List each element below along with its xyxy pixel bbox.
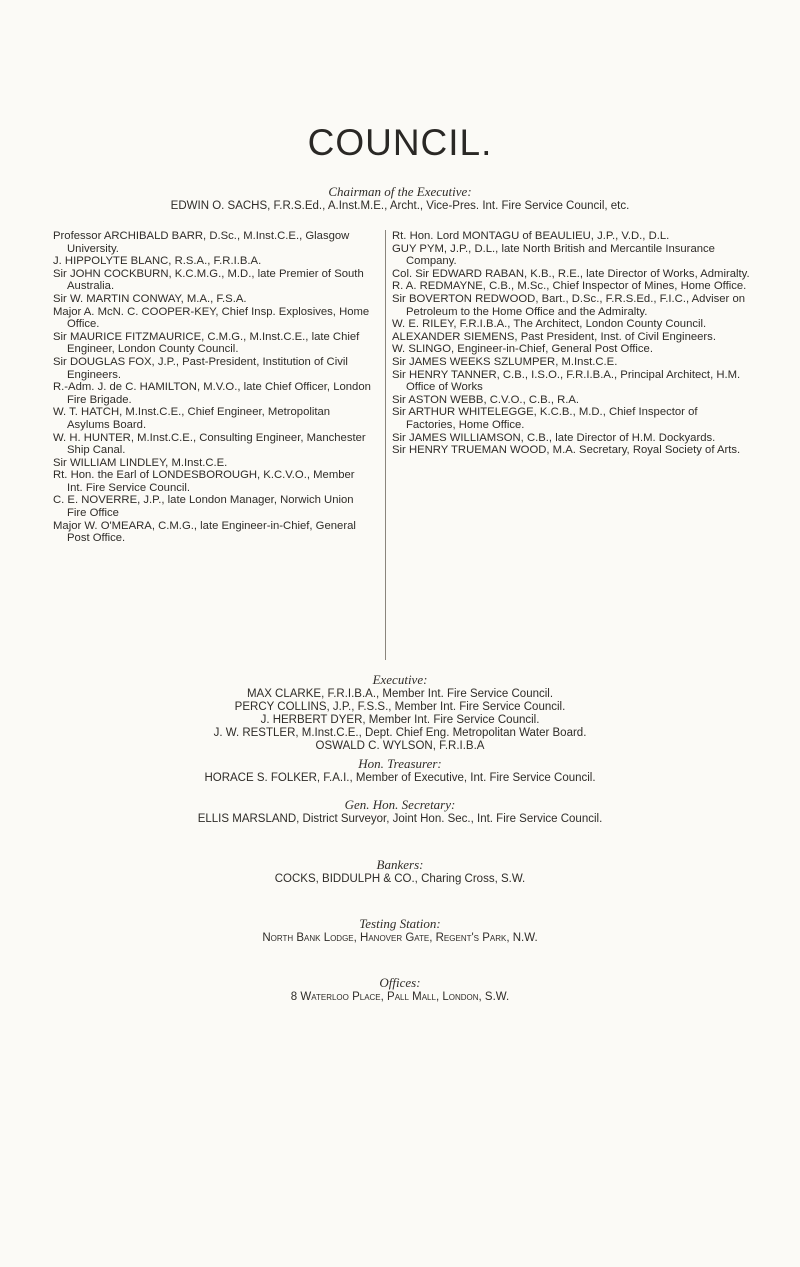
council-member: R.-Adm. J. de C. HAMILTON, M.V.O., late Chief Officer, London Fire Brigade. bbox=[53, 381, 371, 406]
treasurer-heading: Hon. Treasurer: bbox=[358, 756, 442, 771]
testing-station-section bbox=[0, 917, 800, 945]
council-left-column bbox=[53, 230, 373, 545]
executive-member: J. W. RESTLER, M.Inst.C.E., Dept. Chief Eng. Metropolitan Water Board. bbox=[213, 727, 587, 739]
council-member: C. E. NOVERRE, J.P., late London Manager, Norwich Union Fire Office bbox=[53, 494, 354, 520]
council-member: Professor ARCHIBALD BARR, D.Sc., M.Inst.C.E., Glasgow University. bbox=[53, 230, 350, 255]
council-member: Sir HENRY TRUEMAN WOOD, M.A. Secretary, Royal Society of Arts. bbox=[392, 444, 741, 457]
council-member: Sir JAMES WEEKS SZLUMPER, M.Inst.C.E. bbox=[392, 355, 618, 368]
council-member: Rt. Hon. Lord MONTAGU of BEAULIEU, J.P., V.D., D.L. bbox=[392, 230, 670, 242]
council-member: Sir JAMES WILLIAMSON, C.B., late Director of H.M. Dockyards. bbox=[392, 431, 716, 444]
council-member: Sir HENRY TANNER, C.B., I.S.O., F.R.I.B.A., Principal Architect, H.M. Office of Works bbox=[392, 368, 741, 394]
council-member: Sir ARTHUR WHITELEGGE, K.C.B., M.D., Chief Inspector of Factories, Home Office. bbox=[392, 406, 698, 431]
executive-member: J. HERBERT DYER, Member Int. Fire Service Council. bbox=[260, 714, 540, 726]
council-member: W. T. HATCH, M.Inst.C.E., Chief Engineer, Metropolitan Asylums Board. bbox=[53, 406, 331, 431]
bankers-section bbox=[0, 858, 800, 886]
council-member: Sir MAURICE FITZMAURICE, C.M.G., M.Inst.C.E., late Chief Engineer, London County Council. bbox=[53, 330, 360, 356]
council-member: Major W. O'MEARA, C.M.G., late Engineer-in-Chief, General Post Office. bbox=[53, 519, 356, 545]
executive-member: OSWALD C. WYLSON, F.R.I.B.A bbox=[315, 740, 485, 752]
council-member: Sir JOHN COCKBURN, K.C.M.G., M.D., late Premier of South Australia. bbox=[53, 267, 364, 293]
council-member: Sir WILLIAM LINDLEY, M.Inst.C.E. bbox=[53, 456, 228, 469]
council-member: W. E. RILEY, F.R.I.B.A., The Architect, London County Council. bbox=[392, 318, 707, 331]
council-member: ALEXANDER SIEMENS, Past President, Inst. of Civil Engineers. bbox=[392, 330, 716, 343]
council-member: Sir DOUGLAS FOX, J.P., Past-President, Institution of Civil Engineers. bbox=[53, 355, 348, 381]
executive-heading: Executive: bbox=[372, 672, 428, 687]
council-member: W. SLINGO, Engineer-in-Chief, General Post Office. bbox=[392, 343, 653, 356]
secretary-section bbox=[0, 798, 800, 826]
secretary-text: ELLIS MARSLAND, District Surveyor, Joint Hon. Sec., Int. Fire Service Council. bbox=[197, 813, 603, 825]
testing-station-heading: Testing Station: bbox=[359, 916, 441, 931]
bankers-text: COCKS, BIDDULPH & CO., Charing Cross, S.W. bbox=[274, 873, 526, 885]
offices-text: 8 Waterloo Place, Pall Mall, London, S.W. bbox=[290, 991, 510, 1003]
testing-station-text: North Bank Lodge, Hanover Gate, Regent's Park, N.W. bbox=[262, 932, 538, 944]
council-member: Sir W. MARTIN CONWAY, M.A., F.S.A. bbox=[53, 292, 247, 305]
treasurer-text: HORACE S. FOLKER, F.A.I., Member of Executive, Int. Fire Service Council. bbox=[204, 772, 596, 784]
council-member: J. HIPPOLYTE BLANC, R.S.A., F.R.I.B.A. bbox=[53, 255, 262, 268]
bankers-heading: Bankers: bbox=[376, 857, 424, 872]
council-member: Major A. McN. C. COOPER-KEY, Chief Insp. Explosives, Home Office. bbox=[53, 305, 370, 331]
page-title: COUNCIL. bbox=[307, 122, 493, 163]
offices-section bbox=[0, 976, 800, 1004]
executive-section bbox=[0, 673, 800, 753]
council-member: W. H. HUNTER, M.Inst.C.E., Consulting Engineer, Manchester Ship Canal. bbox=[53, 431, 366, 457]
offices-heading: Offices: bbox=[379, 975, 421, 990]
council-member: Sir ASTON WEBB, C.V.O., C.B., R.A. bbox=[392, 393, 580, 406]
council-member: Col. Sir EDWARD RABAN, K.B., R.E., late Director of Works, Admiralty. bbox=[392, 267, 750, 280]
council-right-column bbox=[385, 230, 750, 660]
council-member: R. A. REDMAYNE, C.B., M.Sc., Chief Inspector of Mines, Home Office. bbox=[392, 280, 747, 293]
council-member: Sir BOVERTON REDWOOD, Bart., D.Sc., F.R.S.Ed., F.I.C., Adviser on Petroleum to the Home Office and the Admiralty. bbox=[392, 292, 746, 318]
executive-member: MAX CLARKE, F.R.I.B.A., Member Int. Fire Service Council. bbox=[246, 688, 554, 700]
chairman-heading: Chairman of the Executive: bbox=[328, 184, 472, 199]
chairman-text: EDWIN O. SACHS, F.R.S.Ed., A.Inst.M.E., Archt., Vice-Pres. Int. Fire Service Council, etc. bbox=[170, 200, 630, 212]
treasurer-section bbox=[0, 757, 800, 785]
council-member: GUY PYM, J.P., D.L., late North British and Mercantile Insurance Company. bbox=[392, 242, 715, 268]
secretary-heading: Gen. Hon. Secretary: bbox=[344, 797, 456, 812]
council-member: Rt. Hon. the Earl of LONDESBOROUGH, K.C.V.O., Member Int. Fire Service Council. bbox=[53, 469, 355, 494]
executive-member: PERCY COLLINS, J.P., F.S.S., Member Int. Fire Service Council. bbox=[234, 701, 566, 713]
